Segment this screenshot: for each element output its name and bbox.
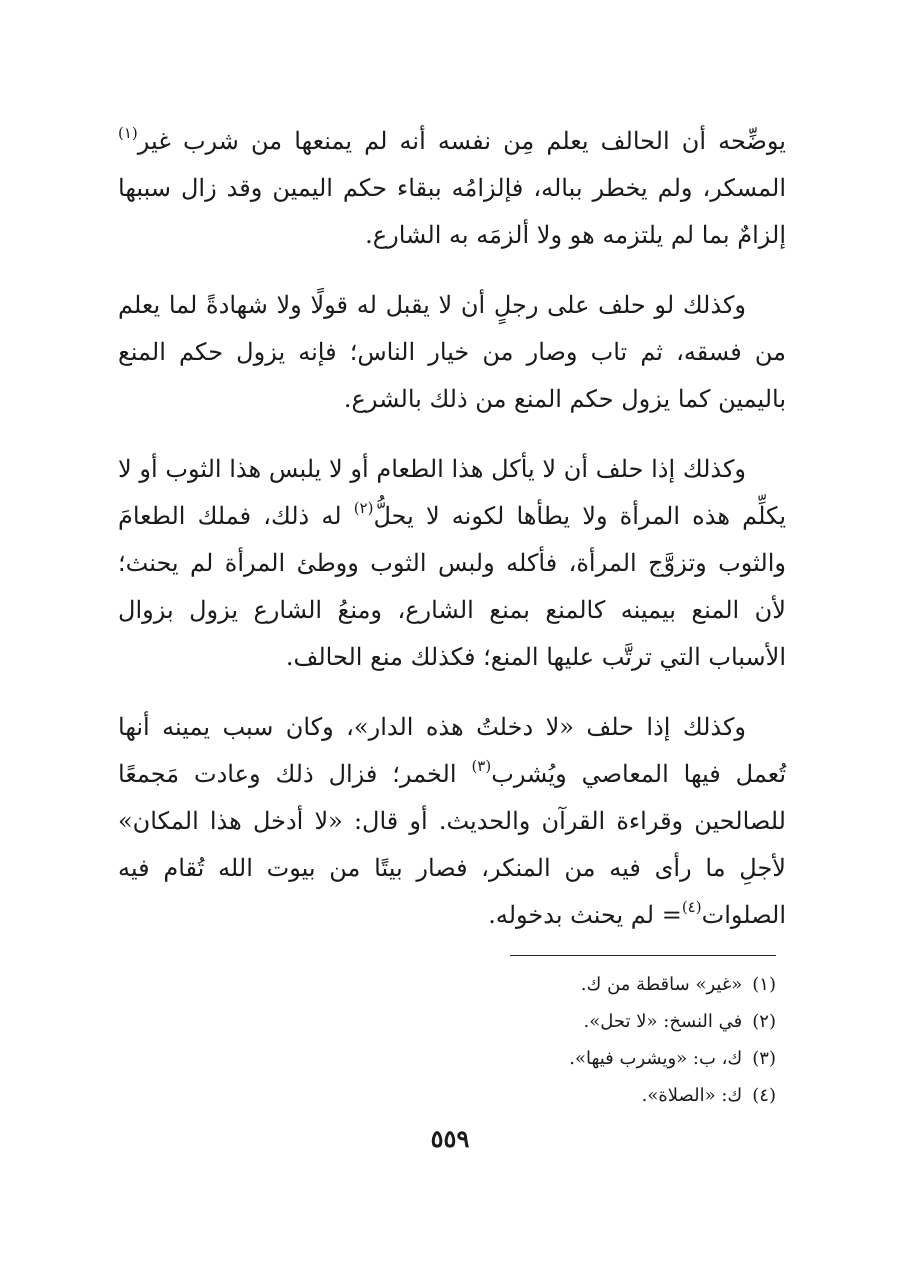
paragraph-4-text-b: الخمر؛ فزال ذلك وعادت مَجمعًا للصالحين وقراءة القرآن والحديث. أو قال: «لا أدخل هذا المكان» لأجلِ ما رأى فيه من المنكر، فصار بيتًا من بيوت الله تُقام فيه الصلوات	[118, 760, 786, 929]
footnote-number: (٤)	[752, 1085, 776, 1106]
footnote-ref-3: (٣)	[471, 757, 492, 775]
footnote-text: ك: «الصلاة».	[641, 1085, 743, 1106]
footnote-divider	[510, 955, 776, 956]
main-text	[118, 118, 786, 962]
footnote-3	[116, 1040, 776, 1077]
paragraph-2	[118, 282, 786, 423]
footnote-text: في النسخ: «لا تحل».	[583, 1011, 743, 1032]
footnote-number: (٢)	[752, 1011, 776, 1032]
footnote-1	[116, 966, 776, 1003]
footnote-number: (١)	[752, 974, 776, 995]
paragraph-1-text-b: المسكر، ولم يخطر بباله، فإلزامُه ببقاء حكم اليمين وقد زال سببها إلزامٌ بما لم يلتزمه هو ولا ألزمَه به الشارع.	[118, 174, 786, 249]
paragraph-3-text-b: له ذلك، فملك الطعامَ والثوب وتزوَّج المرأة، فأكله ولبس الثوب ووطئ المرأة لم يحنث؛ لأن المنع بيمينه كالمنع بمنع الشارع، ومنعُ الشارع يزول بزوال الأسباب التي ترتَّب عليها المنع؛ فكذلك منع الحالف.	[118, 502, 786, 671]
footnote-text: ك، ب: «ويشرب فيها».	[569, 1048, 743, 1069]
paragraph-4-text-a: وكذلك إذا حلف «لا دخلتُ هذه الدار»، وكان سبب يمينه أنها تُعمل فيها المعاصي ويُشرب	[118, 713, 786, 788]
footnote-2	[116, 1003, 776, 1040]
footnote-ref-4: (٤)	[681, 898, 702, 916]
paragraph-1	[118, 118, 786, 259]
paragraph-2-text: وكذلك لو حلف على رجلٍ أن لا يقبل له قولًا ولا شهادةً لما يعلم من فسقه، ثم تاب وصار من خيار الناس؛ فإنه يزول حكم المنع باليمين كما يزول حكم المنع من ذلك بالشرع.	[118, 291, 786, 413]
footnote-number: (٣)	[752, 1048, 776, 1069]
footnote-text: «غير» ساقطة من ك.	[580, 974, 743, 995]
footnote-ref-1: (١)	[118, 124, 138, 142]
footnote-4	[116, 1077, 776, 1114]
paragraph-1-text-a: يوضِّحه أن الحالف يعلم مِن نفسه أنه لم يمنعها من شرب غير	[137, 127, 786, 155]
paragraph-4-text-c: = لم يحنث بدخوله.	[488, 901, 682, 929]
footnotes	[116, 966, 776, 1114]
paragraph-4	[118, 704, 786, 939]
paragraph-3-text-a: وكذلك إذا حلف أن لا يأكل هذا الطعام أو لا يلبس هذا الثوب أو لا يكلِّم هذه المرأة ولا يطأها لكونه لا يحلُّ	[118, 455, 786, 530]
page-number: ٥٥٩	[430, 1124, 470, 1153]
footnote-ref-2: (٢)	[353, 499, 374, 517]
paragraph-3	[118, 446, 786, 681]
